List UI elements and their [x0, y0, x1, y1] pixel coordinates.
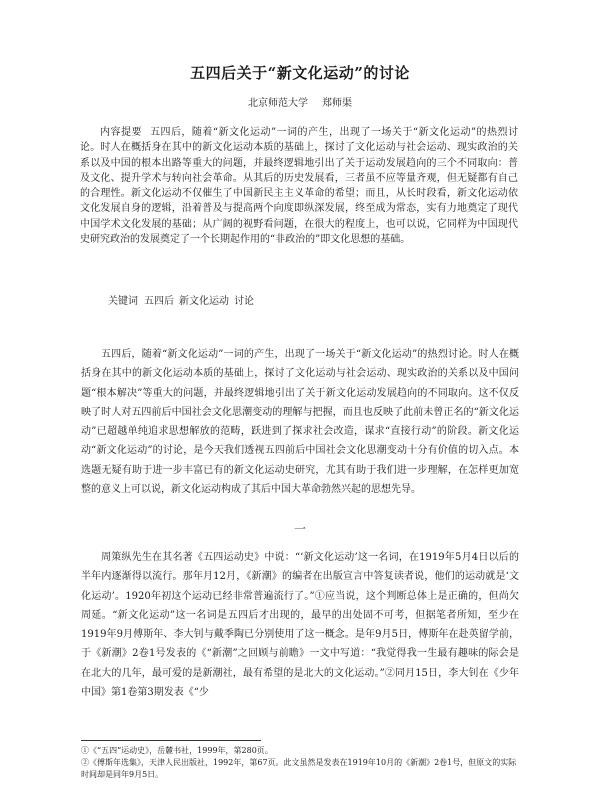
- section-body: [81, 548, 519, 702]
- footnote-1: ①《“五四”运动史》，岳麓书社，1999年，第280页。: [81, 746, 273, 755]
- keyword: 五四后: [144, 296, 174, 307]
- section-paragraph: 周策纵先生在其名著《五四运动史》中说：“‘新文化运动’这一名词，在1919年5月4日以后的半年内逐渐得以流行。那年月12月，《新潮》的编者在出版宣言中答复读者说，他们的运动就是‘文化运动’。1920年初这个运动已经非常普遍流行了。”①应当说，这个判断总体上是正确的，但尚欠周延。“新文化运动”这一名词是五四后才出现的，最早的出处固不可考，但据笔者所知，至少在1919年9月傅斯年、李大钊与戴季陶已分别使用了这一概念。是年9月5日，傅斯年在赴英留学前，于《新潮》2卷1号发表的《“新潮”之回顾与前瞻》一文中写道：“我觉得我一生最有趣味的际会是在北大的几年，最可爱的是新潮社，最有希望的是北大的文化运动。”②同月15日，李大钊在《少年中国》第1卷第3期发表《“少: [81, 552, 519, 699]
- intro-paragraph: 五四后，随着“新文化运动”一词的产生，出现了一场关于“新文化运动”的热烈讨论。时人在概括身在其中的新文化运动本质的基础上，探讨了文化运动与社会运动、现实政治的关系以及中国问题“根本解决”等重大的问题，并最终逻辑地引出了关于新文化运动发展趋向的不同取向。这不仅反映了时人对五四前后中国社会文化思潮变动的理解与把握，而且也反映了此前未曾正名的“新文化运动”已超越单纯追求思想解放的范畴，跃进到了探求社会改造，谋求“直接行动”的阶段。新文化运动“新文化运动”的讨论，是今天我们透视五四前后中国社会文化思潮变动十分有价值的切入点。本选题无疑有助于进一步丰富已有的新文化运动史研究，尤其有助于我们进一步理解，在怎样更加宽整的意义上可以说，新文化运动构成了其后中国大革命勃然兴起的思想先导。: [81, 349, 519, 496]
- abstract: [80, 125, 518, 247]
- abstract-label: 内容提要: [100, 127, 142, 138]
- footnote-divider: [81, 740, 261, 741]
- keyword: 新文化运动: [179, 296, 229, 307]
- abstract-text: 五四后，随着“新文化运动”一词的产生，出现了一场关于“新文化运动”的热烈讨论。时人在概括身在其中的新文化运动本质的基础上，探讨了文化运动与社会运动、现实政治的关系以及中国的根本出路等重大的问题，并最终逻辑地引出了关于运动发展趋向的三个不同取向：普及文化、提升学术与转向社会革命。从其后的历史发展看，三者虽不应等量齐观，但无疑都有自己的合理性。新文化运动不仅催生了中国新民主主义革命的希望；而且，从长时段看，新文化运动依文化发展自身的逻辑，沿着普及与提高两个向度即纵深发展，终至成为常态，实有力地奠定了现代中国学术文化发展的基础；从广阔的视野看问题，在很大的程度上，也可以说，它同样为中国现代史研究政治的发展奠定了一个长期起作用的“非政治的”即文化思想的基础。: [80, 127, 519, 246]
- section-number: 一: [293, 522, 306, 536]
- keyword: 讨论: [234, 296, 254, 307]
- author-line: [0, 94, 600, 109]
- author-affiliation: 北京师范大学: [248, 98, 308, 109]
- keywords: [108, 292, 518, 307]
- footnotes: [81, 745, 519, 781]
- author-name: 郑师渠: [322, 98, 352, 109]
- keywords-label: 关键词: [108, 296, 138, 307]
- footnote-2: ②《傅斯年选集》，天津人民出版社，1992年，第67页。此文虽然是发表在1919年10月的《新潮》2卷1号，但原文的实际时间却是同年9月5日。: [81, 758, 517, 779]
- paper-title: 五四后关于“新文化运动”的讨论: [190, 64, 410, 82]
- intro-section: [81, 345, 519, 499]
